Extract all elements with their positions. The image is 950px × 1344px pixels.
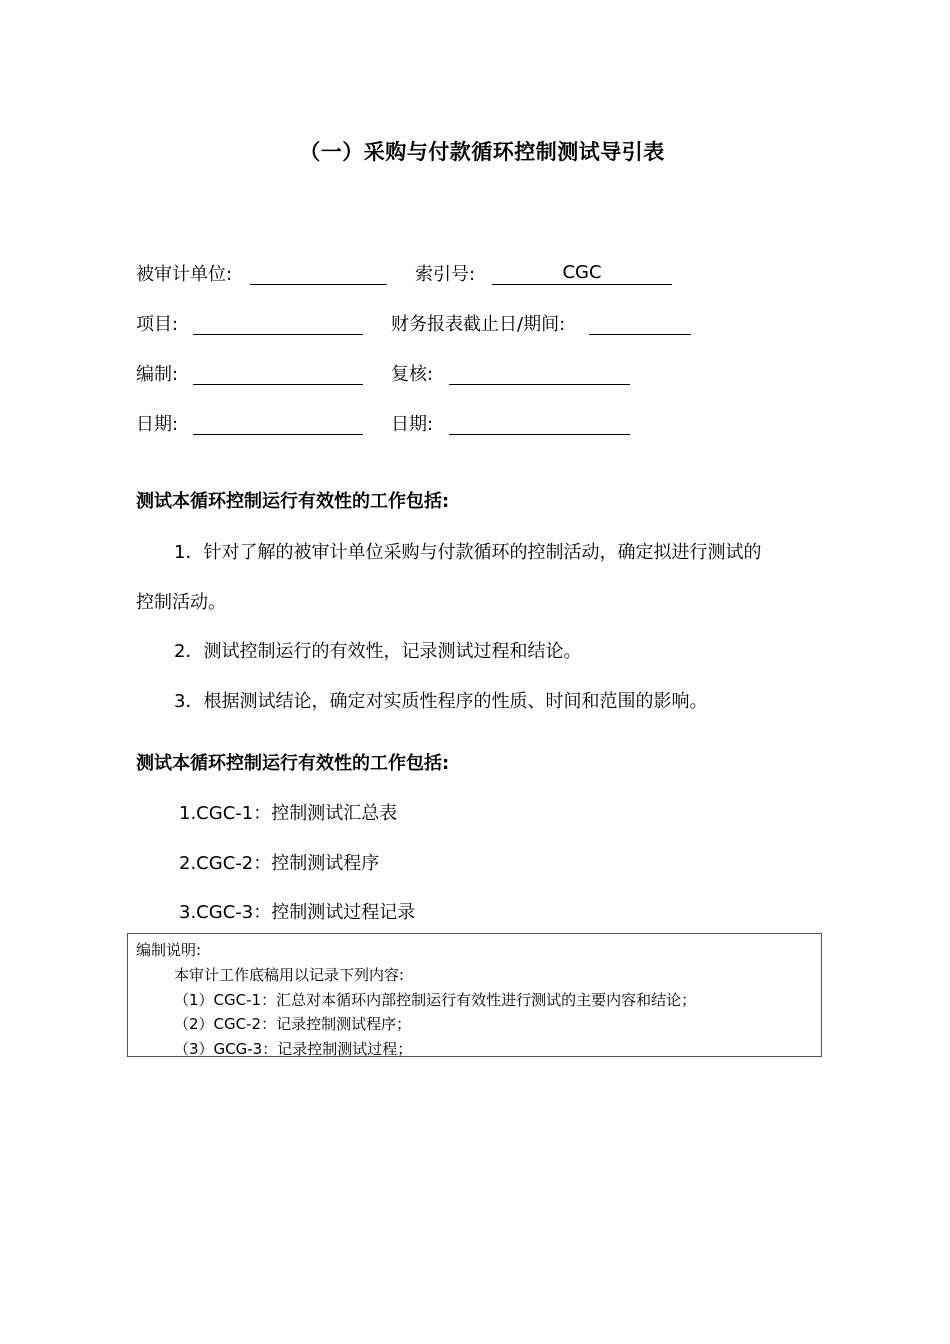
page-title: （一）采购与付款循环控制测试导引表	[299, 140, 665, 164]
section-1-item-2: 2．测试控制运行的有效性，记录测试过程和结论。	[174, 641, 582, 662]
section-2-item-1: 1.CGC-1：控制测试汇总表	[179, 803, 398, 824]
project-field[interactable]	[193, 312, 363, 335]
section-1-item-1-line-1: 1．针对了解的被审计单位采购与付款循环的控制活动，确定拟进行测试的	[174, 542, 762, 563]
prepared-date-field[interactable]	[193, 412, 363, 435]
section-2-heading: 测试本循环控制运行有效性的工作包括:	[136, 753, 450, 774]
section-1-item-3: 3．根据测试结论，确定对实质性程序的性质、时间和范围的影响。	[174, 691, 708, 712]
notes-title: 编制说明:	[136, 941, 202, 959]
report-date-label: 财务报表截止日/期间:	[391, 314, 566, 335]
section-2-item-2: 2.CGC-2：控制测试程序	[179, 853, 380, 874]
prepared-date-label: 日期:	[136, 414, 179, 435]
reviewed-date-field[interactable]	[449, 412, 630, 435]
section-1-heading: 测试本循环控制运行有效性的工作包括:	[136, 491, 450, 512]
preparation-notes-box	[127, 933, 822, 1057]
index-field[interactable]: CGC	[492, 262, 672, 285]
prepared-by-label: 编制:	[136, 364, 179, 385]
notes-item-3: （3）GCG-3：记录控制测试过程；	[174, 1040, 413, 1058]
index-label: 索引号:	[415, 264, 476, 285]
section-2-item-3: 3.CGC-3：控制测试过程记录	[179, 902, 416, 923]
audited-unit-label: 被审计单位:	[136, 264, 233, 285]
project-label: 项目:	[136, 314, 179, 335]
prepared-by-field[interactable]	[193, 362, 363, 385]
reviewed-by-field[interactable]	[449, 362, 630, 385]
audited-unit-field[interactable]	[250, 262, 387, 285]
reviewed-by-label: 复核:	[391, 364, 434, 385]
notes-item-1: （1）CGC-1：汇总对本循环内部控制运行有效性进行测试的主要内容和结论；	[174, 991, 697, 1009]
report-date-field[interactable]	[589, 312, 691, 335]
notes-item-2: （2）CGC-2：记录控制测试程序；	[174, 1015, 412, 1033]
reviewed-date-label: 日期:	[391, 414, 434, 435]
notes-intro: 本审计工作底稿用以记录下列内容:	[174, 966, 405, 984]
section-1-item-1-line-2: 控制活动。	[136, 592, 226, 613]
